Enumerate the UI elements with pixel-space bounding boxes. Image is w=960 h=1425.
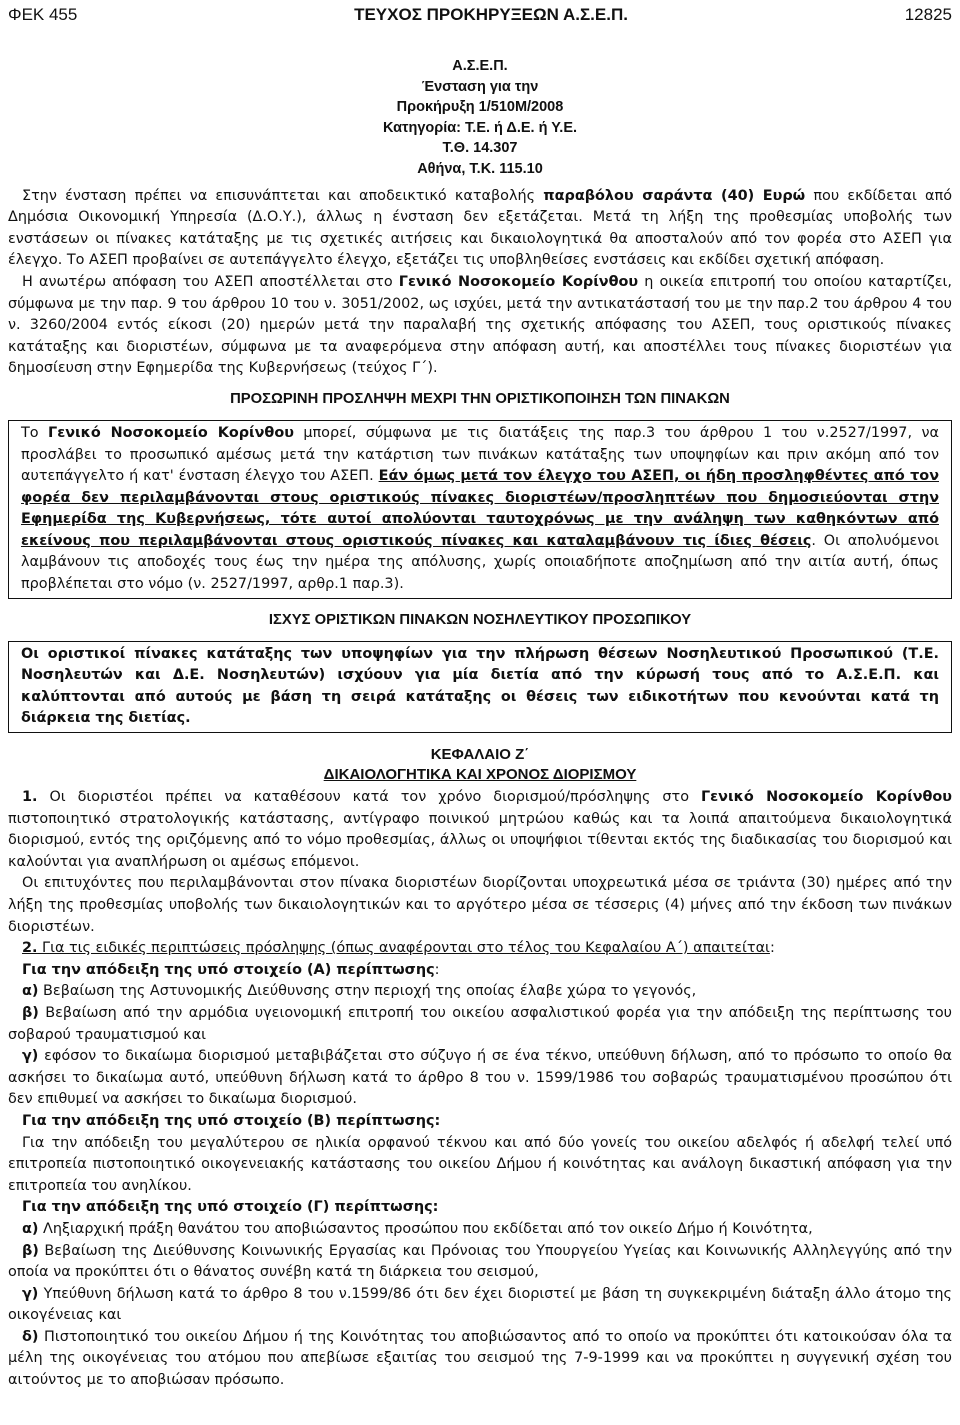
boxed-validity — [8, 641, 952, 733]
text-run: Βεβαίωση από την αρμόδια υγειονομική επιτροπή του οικείου ασφαλιστικού φορέα για την απόδειξη της περίπτωσης του σοβαρού τραυματισμού και — [8, 1004, 952, 1043]
chapter-subtitle: ΔΙΚΑΙΟΛΟΓΗΤΙΚΑ ΚΑΙ ΧΡΟΝΟΣ ΔΙΟΡΙΣΜΟΥ — [323, 766, 637, 784]
paragraph-decision — [8, 272, 952, 380]
paragraph-temporary-hiring — [21, 423, 939, 596]
chapter-title: ΚΕΦΑΛΑΙΟ Ζ΄ — [430, 746, 530, 764]
text-run: : — [769, 940, 775, 957]
text-run: Η ανωτέρω απόφαση του ΑΣΕΠ αποστέλλεται στο — [22, 273, 399, 290]
item-2 — [8, 938, 952, 960]
item-label: β) — [22, 1242, 39, 1259]
case-c-item-b — [8, 1241, 952, 1284]
case-a-item-a — [8, 981, 952, 1003]
address-line: Κατηγορία: Τ.Ε. ή Δ.Ε. ή Υ.Ε. — [382, 119, 578, 136]
case-a-heading — [8, 960, 952, 982]
page-number: 12825 — [904, 5, 952, 24]
paragraph-deadline: Οι επιτυχόντες που περιλαμβάνονται στον πίνακα διοριστέων διορίζονται υποχρεωτικά μέσα σε τριάντα (30) ημέρες από την λήξη της προθεσμίας υποβολής των δικαιολογητικών και το αργότερο μέσα σε τέσσερις (4) μήνες από την έκδοση των πινάκων διοριστέων. — [8, 875, 952, 935]
text-run: Οι διοριστέοι πρέπει να καταθέσουν κατά τον χρόνο διορισμού/πρόσληψης στο — [37, 789, 701, 806]
text-run: πιστοποιητικό στρατολογικής κατάστασης, αντίγραφο ποινικού μητρώου καθώς και τα λοιπά απαιτούμενα δικαιολογητικά διορισμού, εντός της οριζόμενης από το νόμο προθεσμίας, άλλως οι υποψήφιοι τίθενται εκτός της διαδικασίας του διορισμού και καλούνται για αναπλήρωση οι αμέσως επόμενοι. — [8, 810, 952, 870]
text-run: Για τις ειδικές περιπτώσεις πρόσληψης (όπως αναφέρονται στο τέλος του Κεφαλαίου Α΄) απαιτείται — [37, 940, 770, 957]
text-run: η οικεία επιτροπή του οποίου καταρτίζει, σύμφωνα με την παρ. 9 του άρθρου 10 του ν. 3051/2002, ως ισχύει, μετά την αντικατάστασή του με την παρ.2 του άρθρου 4 του ν. 3260/2004 εντός είκοσι (20) ημερών μετά την παραλαβή της σχετικής απόφασης του ΑΣΕΠ, τους οριστικούς πίνακες κατάταξης και διοριστέων, σύμφωνα με τα αναφερόμενα στην απόφαση αυτή, και αποστέλλει τους πίνακες διοριστέων για δημοσίευση στην Εφημερίδα της Κυβερνήσεως (τεύχος Γ΄). — [8, 273, 952, 377]
item-label: γ) — [22, 1048, 39, 1065]
text-run: Το — [21, 424, 49, 441]
section-title-temporary-hiring: ΠΡΟΣΩΡΙΝΗ ΠΡΟΣΛΗΨΗ ΜΕΧΡΙ ΤΗΝ ΟΡΙΣΤΙΚΟΠΟΙΗΣΗ ΤΩΝ ΠΙΝΑΚΩΝ — [230, 390, 730, 407]
case-a-item-c — [8, 1046, 952, 1111]
text-run: Βεβαίωση της Διεύθυνσης Κοινωνικής Εργασίας και Πρόνοιας του Υπουργείου Υγείας και Κοινωνικής Αλληλεγγύης από την οποία να προκύπτει ότι ο θάνατος συνέβη κατά τη διάρκεια του σεισμού, — [8, 1242, 952, 1281]
item-label: γ) — [22, 1285, 39, 1302]
hospital-name: Γενικό Νοσοκομείο Κορίνθου — [48, 424, 294, 441]
boxed-temporary-hiring — [8, 420, 952, 599]
item-label: β) — [22, 1004, 39, 1021]
fee-amount: παραβόλου σαράντα (40) Ευρώ — [543, 187, 806, 204]
chapter-heading — [8, 745, 952, 785]
hospital-name: Γενικό Νοσοκομείο Κορίνθου — [701, 789, 952, 806]
item-label: α) — [22, 983, 39, 1000]
item-label: δ) — [22, 1328, 39, 1345]
case-c-item-d — [8, 1327, 952, 1392]
issue-number: ΦΕΚ 455 — [8, 5, 78, 24]
paragraph-validity: Οι οριστικοί πίνακες κατάταξης των υποψηφίων για την πλήρωση θέσεων Νοσηλευτικού Προσωπικού (Τ.Ε. Νοσηλευτών και Δ.Ε. Νοσηλευτών) ισχύουν για μία διετία από την κύρωσή τους από το Α.Σ.Ε.Π. και καλύπτονται από αυτούς με βάση τη σειρά κατάταξης οι θέσεις των ειδικοτήτων που κενούνται κατά τη διάρκεια της διετίας. — [21, 645, 939, 727]
case-b-text: Για την απόδειξη του μεγαλύτερου σε ηλικία ορφανού τέκνου και από δύο γονείς του οικείου αδελφός ή αδελφή τελεί υπό επιτροπεία πιστοποιητικό οικογενειακής κατάστασης του οικείου Δήμου ή κοινότητας και ανάλογη δικαστική απόφαση για την επιτροπεία του ανηλίκου. — [8, 1134, 952, 1194]
case-c-item-a — [8, 1219, 952, 1241]
section-title-validity: ΙΣΧΥΣ ΟΡΙΣΤΙΚΩΝ ΠΙΝΑΚΩΝ ΝΟΣΗΛΕΥΤΙΚΟΥ ΠΡΟΣΩΠΙΚΟΥ — [268, 611, 692, 628]
text-run: μπορεί, σύμφωνα με τις διατάξεις της παρ.3 του άρθρου 1 του ν.2527/1997, να προσλάβει το προσωπικό αμέσως μετά την κατάρτιση των πινάκων κατάταξης των υποψηφίων και πριν ακόμη από τον αυτεπάγγελτο ή κατ' ένσταση έλεγχο του ΑΣΕΠ. — [21, 424, 939, 485]
item-number: 1. — [22, 789, 38, 806]
address-line: Προκήρυξη 1/510Μ/2008 — [396, 99, 564, 116]
paragraph-fee — [8, 186, 952, 272]
text-run: εφόσον το δικαίωμα διορισμού μεταβιβάζεται στο σύζυγο ή σε ένα τέκνο, υπεύθυνη δήλωση, από το πρόσωπο το οποίο θα ασκήσει το δικαίωμα αυτό, υπεύθυνη δήλωση κατά το άρθρο 8 του ν. 1599/1986 του σοβαρώς τραυματισμένου προσώπου ότι δεν επιθυμεί να ασκήσει το δικαίωμα διορισμού. — [8, 1048, 952, 1108]
address-line: Α.Σ.Ε.Π. — [452, 58, 508, 74]
case-heading: Για την απόδειξη της υπό στοιχείο (Α) περίπτωσης — [22, 961, 435, 978]
item-number: 2. — [22, 940, 38, 957]
address-line: Τ.Θ. 14.307 — [442, 140, 518, 157]
item-1 — [8, 787, 952, 873]
text-run: Βεβαίωση της Αστυνομικής Διεύθυνσης στην περιοχή της οποίας έλαβε χώρα το γεγονός, — [38, 983, 697, 1000]
issue-series: ΤΕΥΧΟΣ ΠΡΟΚΗΡΥΞΕΩΝ Α.Σ.Ε.Π. — [354, 5, 628, 24]
case-c-item-c — [8, 1284, 952, 1327]
address-line: Αθήνα, Τ.Κ. 115.10 — [417, 160, 543, 177]
text-run: που εκδίδεται από Δημόσια Οικονομική Υπηρεσία (Δ.Ο.Υ.), άλλως η ένσταση δεν εξετάζεται. Μετά τη λήξη της προθεσμίας υποβολής των ενστάσεων οι πίνακες κατάταξης με τις σχετικές αιτήσεις και δικαιολογητικά θα αποσταλούν από τον φορέα στο ΑΣΕΠ για έλεγχο. Το ΑΣΕΠ προβαίνει σε αυτεπάγγελτο έλεγχο, εξετάζει τις υποβληθείσες ενστάσεις και εκδίδει σχετική απόφαση. — [8, 187, 953, 269]
page-header — [8, 4, 952, 30]
text-run: Ληξιαρχική πράξη θανάτου του αποβιώσαντος προσώπου που εκδίδεται από τον οικείο Δήμο ή Κοινότητα, — [38, 1220, 813, 1237]
emphasized-warning: Εάν όμως μετά τον έλεγχο του ΑΣΕΠ, οι ήδη προσληφθέντες από τον φορέα δεν περιλαμβάνονται στους οριστικούς πίνακες διοριστέων/προσληπτέων που δημοσιεύονται στην Εφημερίδα της Κυβερνήσεως, τότε αυτοί απολύονται ταυτοχρόνως με την ανάληψη των καθηκόντων από εκείνους που περιλαμβάνονται στους οριστικούς πίνακες και καταλαμβάνουν τις ίδιες θέσεις — [21, 468, 939, 549]
case-b-heading: Για την απόδειξη της υπό στοιχείο (Β) περίπτωσης: — [22, 1112, 441, 1129]
text-run: Υπεύθυνη δήλωση κατά το άρθρο 8 του ν.1599/86 ότι δεν έχει διοριστεί με βάση τη συγκεκριμένη διάταξη άλλο άτομο της οικογένειας και — [8, 1285, 952, 1324]
text-run: : — [434, 961, 440, 978]
objection-address-block — [8, 56, 952, 180]
text-run: Πιστοποιητικό του οικείου Δήμου ή της Κοινότητας του αποβιώσαντος από το οποίο να προκύπτει ότι κατοικούσαν όλα τα μέλη της οικογένειας του ατόμου που απεβίωσε εξαιτίας του σεισμού της 7-9-1999 και να προκύπτει η συγγενική σχέση του αιτούντος με το αποβιώσαν πρόσωπο. — [8, 1328, 952, 1389]
hospital-name: Γενικό Νοσοκομείο Κορίνθου — [398, 273, 639, 290]
text-run: . Οι απολυόμενοι λαμβάνουν τις αποδοχές τους έως την ημέρα της απόλυσης, χωρίς οποιαδήποτε αποζημίωση από την αιτία αυτή, όπως προβλέπεται στο νόμο (ν. 2527/1997, αρθρ.1 παρ.3). — [21, 532, 939, 593]
case-c-heading: Για την απόδειξη της υπό στοιχείο (Γ) περίπτωσης: — [22, 1199, 439, 1216]
item-label: α) — [22, 1220, 39, 1237]
address-line: Ένσταση για την — [421, 78, 539, 95]
text-run: Στην ένσταση πρέπει να επισυνάπτεται και αποδεικτικό καταβολής — [22, 187, 544, 204]
case-a-item-b — [8, 1003, 952, 1046]
